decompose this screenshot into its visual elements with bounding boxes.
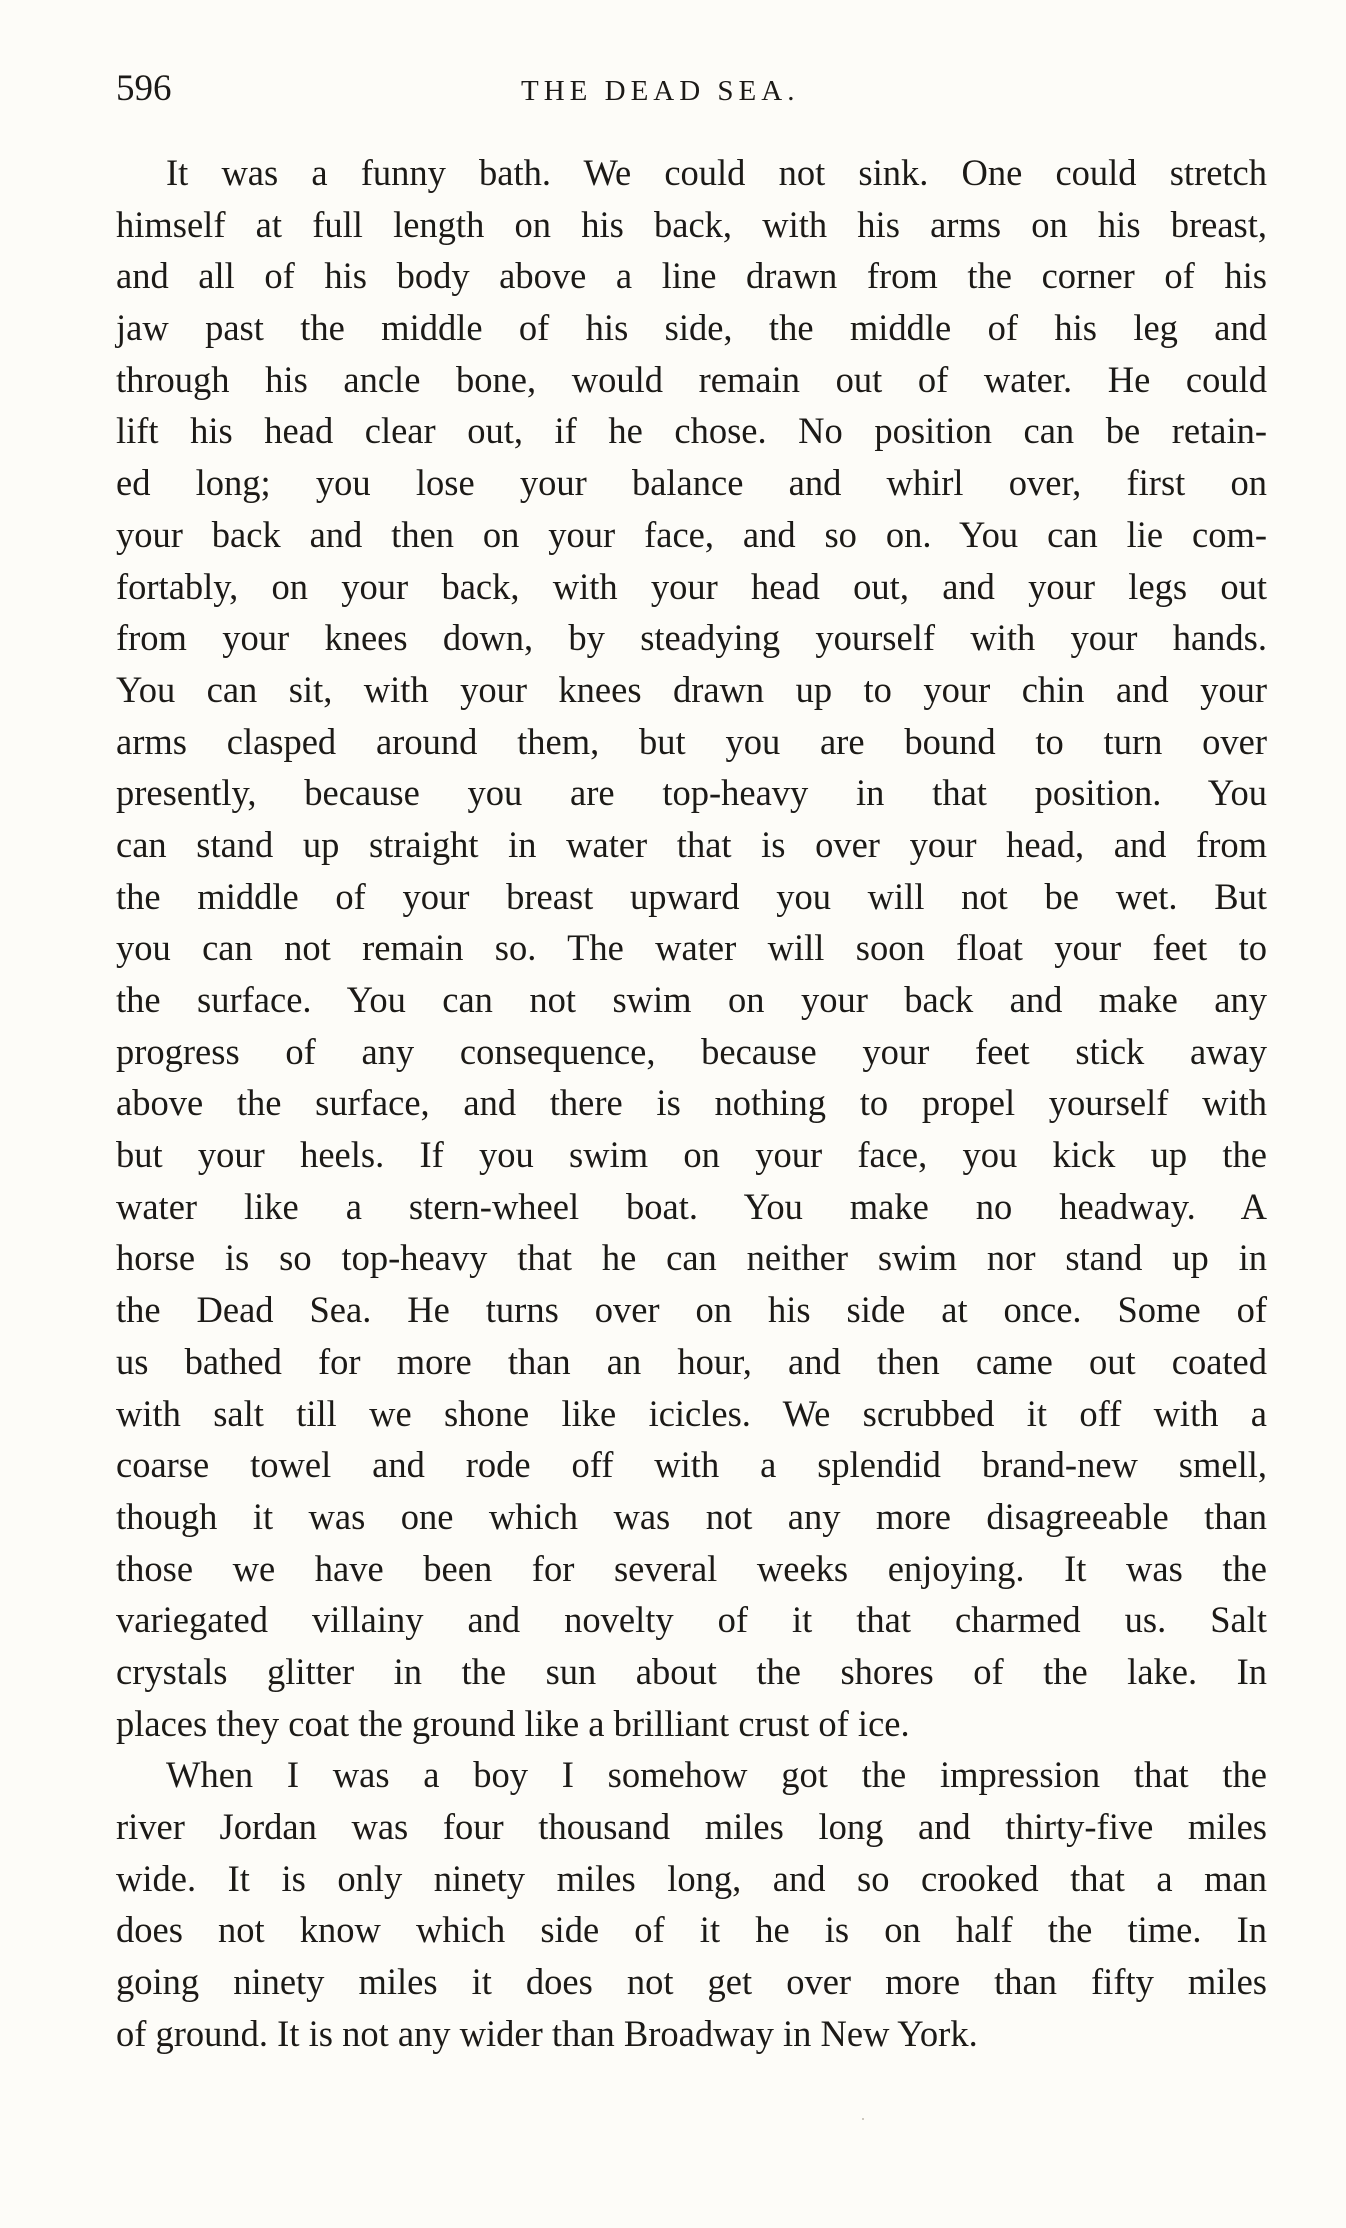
paragraph (116, 147, 1267, 1749)
text-line: and all of his body above a line drawn from the corner of his (116, 255, 1267, 297)
text-line: places they coat the ground like a brilliant crust of ice. (116, 1702, 910, 1744)
text-line: with salt till we shone like icicles. We scrubbed it off with a (116, 1392, 1267, 1434)
text-line: ed long; you lose your balance and whirl over, first on (116, 462, 1267, 504)
text-line: coarse towel and rode off with a splendid brand-new smell, (116, 1444, 1267, 1486)
page-header (116, 64, 1267, 114)
text-line: himself at full length on his back, with his arms on his breast, (116, 203, 1267, 245)
text-line: us bathed for more than an hour, and then came out coated (116, 1340, 1267, 1382)
text-line: does not know which side of it he is on half the time. In (116, 1909, 1267, 1951)
running-head: THE DEAD SEA. (521, 75, 800, 107)
text-line: horse is so top-heavy that he can neither swim nor stand up in (116, 1237, 1267, 1279)
text-line: though it was one which was not any more disagreeable than (116, 1495, 1267, 1537)
text-line: the Dead Sea. He turns over on his side at once. Some of (116, 1289, 1267, 1331)
text-line: arms clasped around them, but you are bound to turn over (116, 720, 1267, 762)
text-line: but your heels. If you swim on your face, you kick up the (116, 1134, 1267, 1176)
text-line: progress of any consequence, because your feet stick away (116, 1030, 1267, 1072)
text-line: You can sit, with your knees drawn up to your chin and your (116, 668, 1267, 710)
text-line: When I was a boy I somehow got the impression that the (166, 1754, 1267, 1796)
text-line: through his ancle bone, would remain out of water. He could (116, 358, 1267, 400)
text-line: those we have been for several weeks enjoying. It was the (116, 1547, 1267, 1589)
text-line: can stand up straight in water that is over your head, and from (116, 823, 1267, 865)
text-line: jaw past the middle of his side, the middle of his leg and (116, 307, 1267, 349)
text-line: presently, because you are top-heavy in that position. You (116, 772, 1267, 814)
paper-speck (862, 2118, 864, 2120)
text-line: variegated villainy and novelty of it that charmed us. Salt (116, 1599, 1267, 1641)
text-line: above the surface, and there is nothing to propel yourself with (116, 1082, 1267, 1124)
text-line: river Jordan was four thousand miles long and thirty-five miles (116, 1806, 1267, 1847)
text-line: the middle of your breast upward you will not be wet. But (116, 875, 1267, 917)
text-line: of ground. It is not any wider than Broadway in New York. (116, 2012, 978, 2054)
text-line: from your knees down, by steadying yourself with your hands. (116, 617, 1267, 659)
text-line: going ninety miles it does not get over more than fifty miles (116, 1961, 1267, 2003)
text-line: you can not remain so. The water will soon float your feet to (116, 927, 1267, 969)
paragraph (116, 1749, 1267, 2059)
text-line: your back and then on your face, and so on. You can lie com- (116, 513, 1267, 555)
text-line: fortably, on your back, with your head out, and your legs out (116, 565, 1267, 607)
text-line: wide. It is only ninety miles long, and so crooked that a man (116, 1857, 1267, 1899)
text-line: water like a stern-wheel boat. You make no headway. A (116, 1185, 1267, 1227)
text-line: crystals glitter in the sun about the shores of the lake. In (116, 1650, 1267, 1692)
text-line: lift his head clear out, if he chose. No position can be retain- (116, 410, 1267, 452)
text-line: the surface. You can not swim on your back and make any (116, 979, 1267, 1020)
page-number: 596 (116, 68, 172, 109)
text-line: It was a funny bath. We could not sink. One could stretch (166, 152, 1267, 193)
body-text (116, 147, 1267, 2059)
